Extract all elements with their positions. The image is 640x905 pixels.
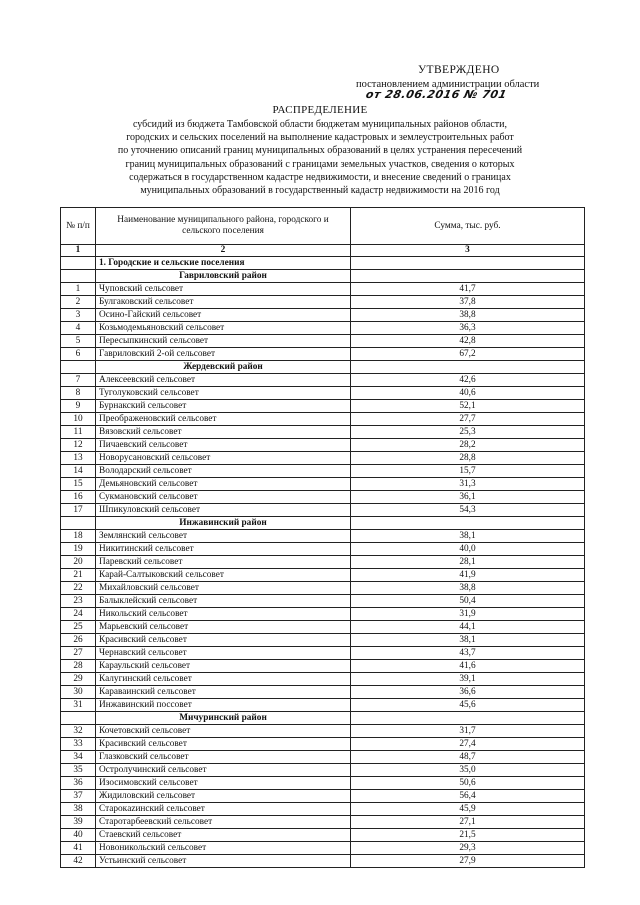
table-row	[61, 309, 585, 322]
table-row	[61, 478, 585, 491]
row-number: 6	[61, 348, 96, 361]
header-num: № п/п	[61, 208, 96, 245]
settlement-name: Осино-Гайский сельсовет	[96, 309, 351, 322]
row-number: 27	[61, 647, 96, 660]
row-number: 22	[61, 582, 96, 595]
subsidy-sum: 40,0	[351, 543, 585, 556]
settlement-name: Балыклейский сельсовет	[96, 595, 351, 608]
row-number: 11	[61, 426, 96, 439]
subsidy-sum: 42,6	[351, 374, 585, 387]
settlement-name: Караваинский сельсовет	[96, 686, 351, 699]
table-row	[61, 790, 585, 803]
subsidy-sum: 40,6	[351, 387, 585, 400]
settlement-name: Туголуковский сельсовет	[96, 387, 351, 400]
settlement-name: Красивский сельсовет	[96, 738, 351, 751]
settlement-name: Старокazинский сельсовет	[96, 803, 351, 816]
district-name: Жердевский район	[96, 361, 351, 374]
document-subtitle	[92, 118, 548, 197]
row-number: 21	[61, 569, 96, 582]
table-row	[61, 608, 585, 621]
settlement-name: Преображеновский сельсовет	[96, 413, 351, 426]
settlement-name: Кочетовский сельсовет	[96, 725, 351, 738]
row-number: 26	[61, 634, 96, 647]
subtitle-line: по уточнению описаний границ муниципальных образований в целях устранения пересечений	[117, 145, 523, 157]
row-number: 5	[61, 335, 96, 348]
subtitle-line: городских и сельских поселений на выполнение кадастровых и землеустроительных работ	[126, 132, 514, 144]
col-num-label: 3	[351, 245, 585, 257]
settlement-name: Чуповский сельсовет	[96, 283, 351, 296]
table-row	[61, 413, 585, 426]
row-number: 4	[61, 322, 96, 335]
subsidy-sum: 28,2	[351, 439, 585, 452]
subsidy-sum: 29,3	[351, 842, 585, 855]
table-row	[61, 400, 585, 413]
row-number: 16	[61, 491, 96, 504]
settlement-name: Чернавский сельсовет	[96, 647, 351, 660]
subsidy-sum: 50,4	[351, 595, 585, 608]
empty-cell	[61, 270, 96, 283]
col-num-label: 1	[61, 245, 96, 257]
row-number: 19	[61, 543, 96, 556]
settlement-name: Никитинский сельсовет	[96, 543, 351, 556]
row-number: 15	[61, 478, 96, 491]
table-row	[61, 621, 585, 634]
subsidy-sum: 31,3	[351, 478, 585, 491]
settlement-name: Гавриловский 2-ой сельсовет	[96, 348, 351, 361]
row-number: 14	[61, 465, 96, 478]
subsidy-sum: 25,3	[351, 426, 585, 439]
row-number: 35	[61, 764, 96, 777]
empty-cell	[351, 361, 585, 374]
table-row	[61, 582, 585, 595]
subtitle-line: муниципальных образований в государственный кадастр недвижимости на 2016 год	[140, 185, 500, 197]
settlement-name: Жидиловский сельсовет	[96, 790, 351, 803]
subsidy-sum: 27,1	[351, 816, 585, 829]
settlement-name: Красивский сельсовет	[96, 634, 351, 647]
table-row	[61, 816, 585, 829]
subsidy-table	[60, 207, 585, 868]
column-number-row	[61, 245, 585, 257]
settlement-name: Козьмодемьяновский сельсовет	[96, 322, 351, 335]
document-title: РАСПРЕДЕЛЕНИЕ	[272, 104, 368, 116]
row-number: 23	[61, 595, 96, 608]
subsidy-sum: 38,8	[351, 582, 585, 595]
row-number: 30	[61, 686, 96, 699]
empty-cell	[351, 517, 585, 530]
row-number: 31	[61, 699, 96, 712]
table-row	[61, 465, 585, 478]
row-number: 39	[61, 816, 96, 829]
district-name: Мичуринский район	[96, 712, 351, 725]
table-header-row	[61, 208, 585, 245]
row-number: 7	[61, 374, 96, 387]
subsidy-sum: 56,4	[351, 790, 585, 803]
col-num-label: 2	[96, 245, 351, 257]
table-row	[61, 686, 585, 699]
header-name: Наименование муниципального района, городского и сельского поселения	[96, 208, 351, 245]
table-row	[61, 699, 585, 712]
row-number: 13	[61, 452, 96, 465]
subsidy-sum: 37,8	[351, 296, 585, 309]
table-row	[61, 452, 585, 465]
handwritten-date-number: от 28.06.2016 № 701	[364, 88, 509, 101]
subsidy-sum: 28,8	[351, 452, 585, 465]
approved-stamp: УТВЕРЖДЕНО	[418, 64, 500, 76]
row-number: 32	[61, 725, 96, 738]
table-row	[61, 348, 585, 361]
district-header-row	[61, 270, 585, 283]
empty-cell	[351, 257, 585, 270]
row-number: 12	[61, 439, 96, 452]
table-row	[61, 374, 585, 387]
table-row	[61, 543, 585, 556]
subsidy-sum: 36,3	[351, 322, 585, 335]
subsidy-sum: 21,5	[351, 829, 585, 842]
row-number: 8	[61, 387, 96, 400]
section-title: 1. Городские и сельские поселения	[96, 257, 351, 270]
district-header-row	[61, 712, 585, 725]
subsidy-sum: 48,7	[351, 751, 585, 764]
subsidy-sum: 45,9	[351, 803, 585, 816]
subtitle-line: содержаться в государственном кадастре недвижимости, и внесение сведений о границах	[129, 171, 511, 183]
row-number: 1	[61, 283, 96, 296]
table-row	[61, 660, 585, 673]
row-number: 40	[61, 829, 96, 842]
table-row	[61, 595, 585, 608]
subtitle-line: субсидий из бюджета Тамбовской области бюджетам муниципальных районов области,	[132, 119, 507, 130]
table-row	[61, 504, 585, 517]
settlement-name: Паревский сельсовет	[96, 556, 351, 569]
settlement-name: Глазковский сельсовет	[96, 751, 351, 764]
row-number: 24	[61, 608, 96, 621]
row-number: 17	[61, 504, 96, 517]
table-row	[61, 283, 585, 296]
empty-cell	[61, 361, 96, 374]
subsidy-sum: 36,6	[351, 686, 585, 699]
table-row	[61, 647, 585, 660]
settlement-name: Демьяновский сельсовет	[96, 478, 351, 491]
district-header-row	[61, 517, 585, 530]
settlement-name: Новорусановский сельсовет	[96, 452, 351, 465]
settlement-name: Михайловский сельсовет	[96, 582, 351, 595]
empty-cell	[351, 712, 585, 725]
settlement-name: Караульский сельсовет	[96, 660, 351, 673]
table-row	[61, 322, 585, 335]
settlement-name: Вязовский сельсовет	[96, 426, 351, 439]
table-row	[61, 842, 585, 855]
subsidy-sum: 54,3	[351, 504, 585, 517]
subsidy-sum: 41,6	[351, 660, 585, 673]
subsidy-sum: 41,7	[351, 283, 585, 296]
row-number: 9	[61, 400, 96, 413]
row-number: 38	[61, 803, 96, 816]
table-row	[61, 634, 585, 647]
table-row	[61, 803, 585, 816]
row-number: 25	[61, 621, 96, 634]
district-name: Инжавинский район	[96, 517, 351, 530]
row-number: 2	[61, 296, 96, 309]
table-row	[61, 777, 585, 790]
table-row	[61, 855, 585, 868]
section-row	[61, 257, 585, 270]
row-number: 33	[61, 738, 96, 751]
settlement-name: Новоникольский сельсовет	[96, 842, 351, 855]
subsidy-sum: 31,7	[351, 725, 585, 738]
table-row	[61, 439, 585, 452]
settlement-name: Калугинский сельсовет	[96, 673, 351, 686]
settlement-name: Булгаковский сельсовет	[96, 296, 351, 309]
table-row	[61, 751, 585, 764]
subtitle-line: границ муниципальных образований с границами земельных участков, сведения о которых	[125, 158, 515, 170]
table-row	[61, 673, 585, 686]
settlement-name: Володарский сельсовет	[96, 465, 351, 478]
settlement-name: Устьинский сельсовет	[96, 855, 351, 868]
settlement-name: Пересыпкинский сельсовет	[96, 335, 351, 348]
row-number: 36	[61, 777, 96, 790]
subsidy-sum: 41,9	[351, 569, 585, 582]
settlement-name: Карай-Салтыковский сельсовет	[96, 569, 351, 582]
table-row	[61, 335, 585, 348]
subsidy-sum: 50,6	[351, 777, 585, 790]
row-number: 34	[61, 751, 96, 764]
settlement-name: Инжавинский поссовет	[96, 699, 351, 712]
settlement-name: Алексеевский сельсовет	[96, 374, 351, 387]
settlement-name: Старотарбеевский сельсовет	[96, 816, 351, 829]
subsidy-sum: 36,1	[351, 491, 585, 504]
table-row	[61, 569, 585, 582]
row-number: 28	[61, 660, 96, 673]
header-sum: Сумма, тыс. руб.	[351, 208, 585, 245]
empty-cell	[61, 712, 96, 725]
subsidy-sum: 45,6	[351, 699, 585, 712]
table-body	[61, 245, 585, 868]
subsidy-sum: 27,4	[351, 738, 585, 751]
subsidy-sum: 38,1	[351, 634, 585, 647]
decree-line: постановлением администрации области	[356, 79, 540, 90]
empty-cell	[351, 270, 585, 283]
subsidy-sum: 67,2	[351, 348, 585, 361]
row-number: 29	[61, 673, 96, 686]
table-row	[61, 556, 585, 569]
row-number: 10	[61, 413, 96, 426]
subsidy-sum: 15,7	[351, 465, 585, 478]
district-header-row	[61, 361, 585, 374]
subsidy-sum: 42,8	[351, 335, 585, 348]
row-number: 18	[61, 530, 96, 543]
subsidy-sum: 44,1	[351, 621, 585, 634]
subsidy-sum: 38,8	[351, 309, 585, 322]
settlement-name: Землянский сельсовет	[96, 530, 351, 543]
settlement-name: Изосимовский сельсовет	[96, 777, 351, 790]
table-row	[61, 426, 585, 439]
row-number: 41	[61, 842, 96, 855]
settlement-name: Стаевский сельсовет	[96, 829, 351, 842]
table-row	[61, 296, 585, 309]
subsidy-sum: 27,9	[351, 855, 585, 868]
settlement-name: Сукмановский сельсовет	[96, 491, 351, 504]
row-number: 3	[61, 309, 96, 322]
row-number: 37	[61, 790, 96, 803]
row-number: 42	[61, 855, 96, 868]
settlement-name: Пичаевский сельсовет	[96, 439, 351, 452]
subsidy-sum: 31,9	[351, 608, 585, 621]
subsidy-sum: 28,1	[351, 556, 585, 569]
subsidy-sum: 52,1	[351, 400, 585, 413]
subsidy-sum: 38,1	[351, 530, 585, 543]
table-row	[61, 387, 585, 400]
table-row	[61, 725, 585, 738]
empty-cell	[61, 257, 96, 270]
table-row	[61, 829, 585, 842]
table-row	[61, 764, 585, 777]
subsidy-sum: 39,1	[351, 673, 585, 686]
table-row	[61, 738, 585, 751]
settlement-name: Бурнакский сельсовет	[96, 400, 351, 413]
subsidy-sum: 27,7	[351, 413, 585, 426]
settlement-name: Остролучинский сельсовет	[96, 764, 351, 777]
row-number: 20	[61, 556, 96, 569]
district-name: Гавриловский район	[96, 270, 351, 283]
table-row	[61, 530, 585, 543]
subsidy-sum: 43,7	[351, 647, 585, 660]
settlement-name: Никольский сельсовет	[96, 608, 351, 621]
settlement-name: Марьевский сельсовет	[96, 621, 351, 634]
table-row	[61, 491, 585, 504]
settlement-name: Шпикуловский сельсовет	[96, 504, 351, 517]
empty-cell	[61, 517, 96, 530]
subsidy-sum: 35,0	[351, 764, 585, 777]
